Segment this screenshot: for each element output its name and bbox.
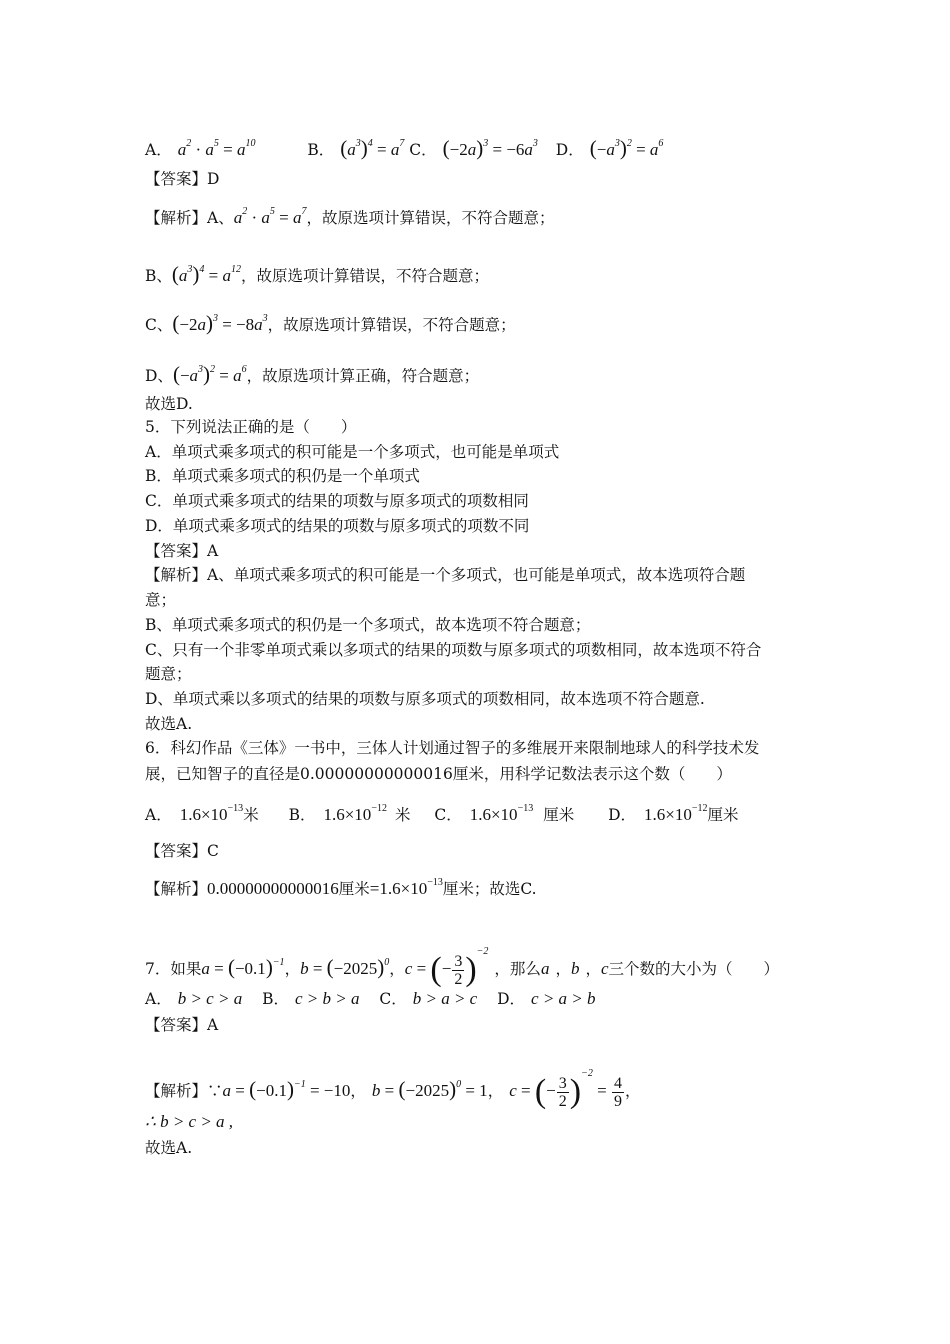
analysis-prefix: B、 (145, 267, 172, 285)
comma: ， (624, 1082, 641, 1100)
q4-option-b-expr: $(a^3)^4 = a^7$ (340, 136, 405, 160)
comma: ， (389, 960, 405, 978)
unit: 厘米 (707, 806, 739, 824)
q6-option-b-label: B． (288, 806, 316, 824)
analysis-prefix: D、 (145, 367, 173, 385)
q7-conclusion: 故选A. (145, 1139, 193, 1157)
comma: ， (350, 1082, 366, 1100)
comma: ， (284, 960, 301, 978)
q6-option-a-label: A． (145, 806, 172, 824)
q4-option-d-expr: $(-a^3)^2 = a^6$ (589, 136, 664, 160)
q4-analysis-b-expr: $(a^3)^4 = a^{12}$ (171, 262, 241, 286)
q4-option-a-expr: $a^2 \cdot a^5 = a^{10}$ (177, 138, 256, 159)
comma: ， (555, 960, 571, 978)
q7-options-row (145, 988, 596, 1010)
q6-analysis-value (379, 879, 442, 898)
q6-option-d-label: D． (608, 806, 637, 824)
q6-stem-line: 6．科幻作品《三体》一书中，三体人计划通过智子的多维展开来限制地球人的科学技术发 (145, 739, 760, 757)
q4-analysis-c-expr: $(-2a)^3 = -8a^3$ (172, 311, 268, 335)
q7-option-b-label: B． (262, 990, 289, 1008)
q7-conclusion-expr: ∴ b > c > a , (145, 1112, 234, 1131)
analysis-prefix: A、 (207, 209, 234, 227)
q5-analysis-line: 题意； (145, 665, 192, 683)
exponent: −13 (427, 877, 443, 888)
q6-option-c-value (470, 805, 533, 824)
q7-stem-mid: ，那么 (494, 960, 541, 978)
unit: 米 (243, 806, 259, 824)
mantissa: 1.6×10 (379, 879, 428, 898)
unit: 厘米；故选C. (442, 880, 537, 898)
q7-b-def: $b = (-2025)^0$ (300, 955, 390, 979)
unit: 厘米 (338, 880, 370, 898)
q6-option-a-value (180, 805, 243, 824)
q7-option-b-expr: c > b > a (294, 989, 360, 1008)
mantissa: 1.6×10 (323, 805, 372, 824)
q7-analysis-a: $a = (-0.1)^{-1} = -10$ (222, 1077, 351, 1101)
q7-option-a-label: A． (145, 990, 172, 1008)
q4-options-row (145, 137, 663, 161)
q7-stem-suffix: 三个数的大小为（ ） (608, 960, 780, 978)
q6-options-row (145, 804, 739, 826)
q6-option-d-value (644, 805, 707, 824)
q7-analysis (145, 1068, 641, 1111)
q7-option-c-label: C． (379, 990, 407, 1008)
q4-analysis-c (145, 312, 516, 336)
q7-a-def: $a = (-0.1)^{-1}$ (201, 955, 285, 979)
analysis-label: 【解析】∵ (145, 1082, 223, 1100)
q5-analysis-line: 意； (145, 591, 177, 609)
q6-analysis (145, 878, 537, 900)
exponent: −12 (371, 803, 387, 814)
q7-stem: 7．如果$a = (-0.1)^{-1}$，$b = (-2025)^0$，c = (− $\frac{3}{2}$ )$^{-2}$，那么a ，b ，c三个数的大小为（ ） (145, 946, 780, 989)
q5-conclusion: 故选A. (145, 715, 193, 733)
q6-answer: 【答案】C (145, 842, 219, 860)
comma: ， (487, 1082, 504, 1100)
q4-option-c-expr: $(-2a)^3 = -6a^3$ (442, 136, 538, 160)
mantissa: 1.6×10 (644, 805, 692, 824)
q7-option-a-expr: b > c > a (177, 989, 243, 1008)
q5-answer: 【答案】A (145, 542, 219, 560)
q6-option-b-value (323, 805, 386, 824)
q5-stem: 5．下列说法正确的是（ ） (145, 418, 357, 436)
q4-analysis-a (145, 207, 555, 229)
q5-analysis-line: 【解析】A、单项式乘多项式的积可能是一个多项式，也可能是单项式，故本选项符合题 (145, 566, 746, 584)
q4-option-d-label: D． (555, 141, 584, 159)
mantissa: 1.6×10 (469, 805, 518, 824)
q6-analysis-number: 0.00000000000016 (207, 879, 339, 898)
analysis-label: 【解析】 (145, 880, 208, 898)
mantissa: 1.6×10 (179, 805, 228, 824)
q5-analysis-line: C、只有一个非零单项式乘以多项式的结果的项数与原多项式的项数相同，故本选项不符合 (145, 641, 762, 659)
q7-option-d-expr: c > a > b (531, 989, 596, 1008)
q4-option-c-label: C． (409, 141, 437, 159)
analysis-text: ，故原选项计算错误，不符合题意； (240, 267, 489, 285)
q5-analysis-line: B、单项式乘多项式的积仍是一个多项式，故本选项不符合题意； (145, 616, 591, 634)
q4-analysis-d (145, 363, 479, 387)
q7-stem-prefix: 7．如果 (145, 960, 202, 978)
q4-answer: 【答案】D (145, 170, 220, 188)
exponent: −12 (691, 803, 708, 814)
q5-option-b: B．单项式乘多项式的积仍是一个单项式 (145, 467, 420, 485)
equals-sign: = (369, 879, 380, 898)
q4-analysis-d-expr: $(-a^3)^2 = a^6$ (172, 362, 247, 386)
q7-analysis-b: $b = (-2025)^0 = 1$ (371, 1077, 488, 1101)
q5-option-c: C．单项式乘多项式的结果的项数与原多项式的项数相同 (145, 492, 529, 510)
q6-option-c-label: C． (434, 806, 462, 824)
q7-c-def: c = (− $\frac{3}{2}$ )$^{-2}$ (404, 946, 489, 989)
q5-analysis-line: D、单项式乘以多项式的结果的项数与原多项式的项数相同，故本选项不符合题意. (145, 690, 705, 708)
q4-analysis-a-expr: $a^2 \cdot a^5 = a^7$ (233, 206, 307, 227)
exponent: −13 (227, 803, 244, 814)
q4-option-b-label: B． (307, 141, 335, 159)
q5-option-d: D．单项式乘多项式的结果的项数与原多项式的项数不同 (145, 517, 530, 535)
q4-option-a-label: A． (145, 141, 172, 159)
analysis-label: 【解析】 (145, 209, 208, 227)
q7-analysis-c: c = (− $\frac{3}{2}$ )$^{-2}$ = $\frac{4}{9}$ (509, 1068, 622, 1111)
analysis-text: ，故原选项计算正确，符合题意； (246, 367, 480, 385)
q7-answer: 【答案】A (145, 1016, 219, 1034)
unit: 厘米 (543, 806, 575, 824)
exponent: −13 (517, 803, 534, 814)
q4-conclusion: 故选D. (145, 395, 193, 413)
q6-stem-line: 展，已知智子的直径是0.00000000000016厘米，用科学记数法表示这个数（ ） (145, 765, 732, 783)
q7-option-c-expr: b > a > c (412, 989, 478, 1008)
q7-option-d-label: D． (497, 990, 526, 1008)
analysis-text: ，故原选项计算错误，不符合题意； (306, 209, 555, 227)
q4-analysis-b (145, 263, 489, 287)
unit: 米 (394, 806, 411, 824)
comma: ， (585, 960, 601, 978)
analysis-prefix: C、 (145, 316, 173, 334)
analysis-text: ，故原选项计算错误，不符合题意； (267, 316, 516, 334)
q5-option-a: A．单项式乘多项式的积可能是一个多项式，也可能是单项式 (145, 443, 560, 461)
